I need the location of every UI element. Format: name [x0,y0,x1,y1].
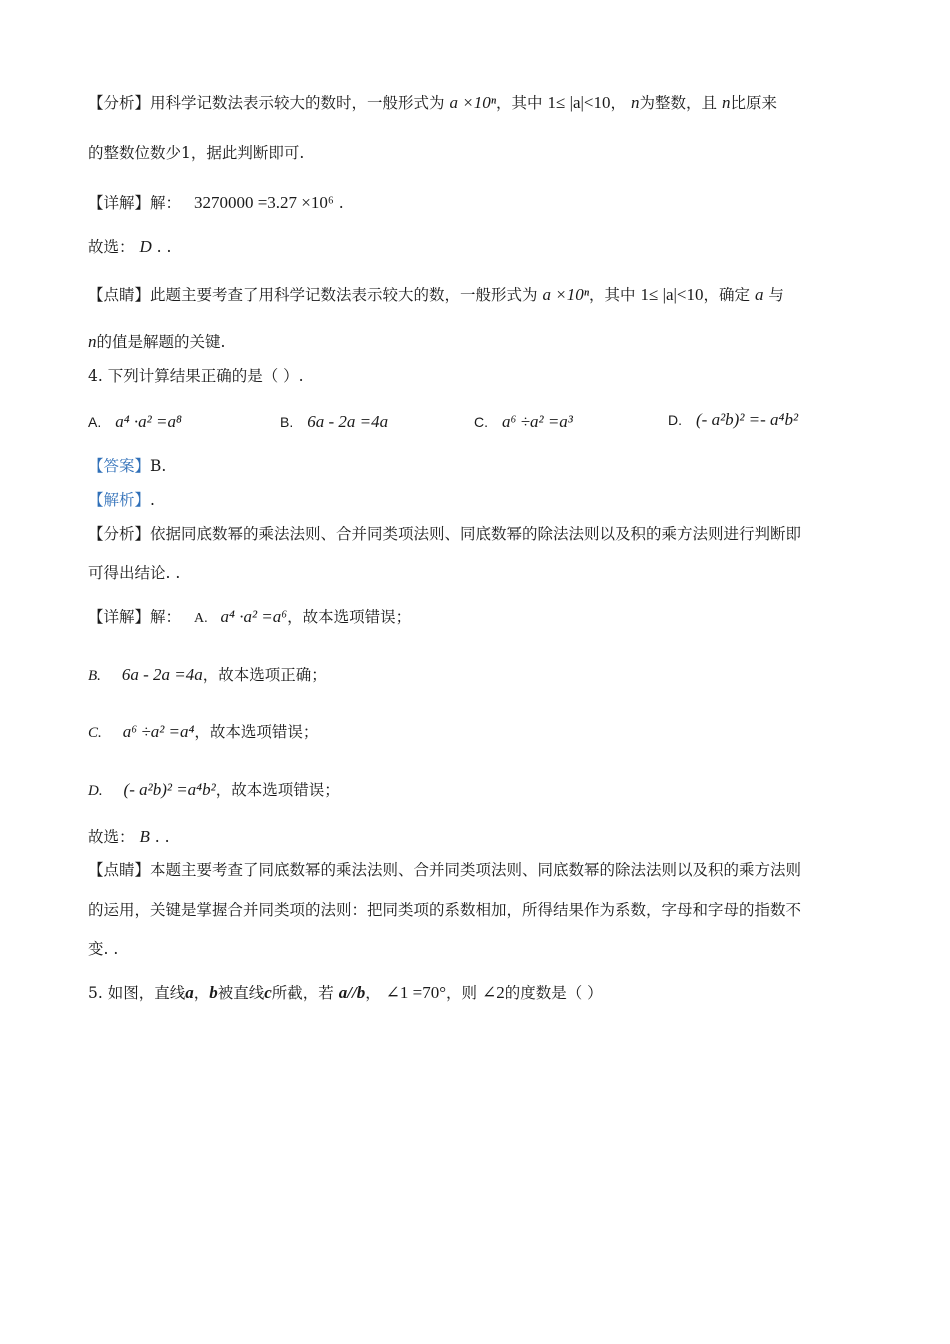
question-text: ， [193,984,210,1002]
formula: n [721,93,731,112]
formula: 6a - 2a =4a [307,412,389,431]
detail-label: 【详解】 [88,608,151,626]
detail-text: 解： [150,608,182,626]
detail-option-label: A. [193,611,208,626]
analysis-label: 【分析】 [88,525,151,543]
option-label: B. [280,414,294,430]
q4-choice-line [88,826,868,848]
q4-option-b [280,411,388,433]
formula: a⁶ ÷a² =a³ [502,412,573,431]
formula: a//b [338,983,366,1002]
detail-label: 【详解】 [88,194,151,212]
answer-value: B. [150,457,167,475]
option-label: D. [668,412,682,428]
review-text: 此题主要考查了用科学记数法表示较大的数，一般形式为 [150,286,538,304]
q4-option-a [88,411,182,433]
variable: c [264,983,272,1002]
formula: 6a - 2a =4a [121,665,203,684]
q3-analysis-line-1 [88,92,868,114]
option-label: C. [474,414,488,430]
q4-analysis-line-1 [88,523,868,545]
q4-option-d [668,409,798,431]
formula: a ×10ⁿ [542,285,590,304]
review-label: 【点睛】 [88,286,151,304]
q4-review-line-3: 变. . [88,940,119,958]
review-text: 的值是解题的关键. [96,333,226,351]
detail-option-label: B. [88,668,101,684]
q3-review-line-2 [88,331,868,353]
q4-detail-line-b [88,664,868,687]
formula: a⁶ ÷a² =a⁴ [122,722,195,741]
q3-detail-line [88,192,868,214]
review-label: 【点睛】 [88,861,151,879]
explain-end: . [150,491,155,509]
q5-question [88,982,868,1004]
formula: (- a²b)² =a⁴b² [123,780,216,799]
q4-question: 4. 下列计算结果正确的是（ ）. [88,367,304,385]
choice-text: 故选： [88,238,135,256]
question-text: 的度数是（ ） [504,984,603,1002]
q3-analysis-line-2: 的整数位数少1，据此判断即可. [88,144,305,162]
option-label: A. [88,414,102,430]
formula: a⁴ ·a² =a⁶ [220,607,288,626]
choice-end: . . [156,238,172,256]
formula: a [754,285,764,304]
q3-review-line-1 [88,284,868,306]
variable: a [185,983,194,1002]
q4-option-c [474,411,573,433]
q4-detail-line-d [88,779,868,802]
detail-option-label: D. [88,783,103,799]
question-text: 所截，若 [271,984,334,1002]
detail-end: . [338,194,344,212]
review-text: ，其中 [589,286,636,304]
analysis-text: 比原来 [730,94,777,112]
formula: a ×10ⁿ [449,93,497,112]
analysis-text: ， [610,94,627,112]
detail-comment: ，故本选项正确； [202,666,327,684]
detail-comment: ，故本选项错误； [194,723,319,741]
formula: a⁴ ·a² =a⁸ [115,412,182,431]
formula: 1≤ |a|<10 [640,285,704,304]
formula: ∠2 [482,983,505,1002]
q4-review-line-2: 的运用，关键是掌握合并同类项的法则：把同类项的系数相加，所得结果作为系数，字母和字母的指数不 [88,901,802,919]
detail-option-label: C. [88,725,102,741]
review-text: 与 [768,286,784,304]
analysis-text: 用科学记数法表示较大的数时，一般形式为 [150,94,445,112]
review-text: ，确定 [703,286,751,304]
choice-text: 故选： [88,828,135,846]
q4-answer-line [88,455,868,477]
formula: D [139,237,152,256]
answer-label: 【答案】 [88,457,151,475]
q4-explain-line [88,489,868,511]
formula: ∠1 =70° [385,983,447,1002]
q4-detail-line-c [88,721,868,744]
formula: n [88,332,97,351]
question-text: 被直线 [217,984,265,1002]
review-text: 本题主要考查了同底数幂的乘法法则、合并同类项法则、同底数幂的除法法则以及积的乘方法则 [150,861,802,879]
question-text: 5. 如图，直线 [88,984,186,1002]
formula: n [630,93,640,112]
detail-comment: ，故本选项错误； [215,781,340,799]
q3-choice-line [88,236,868,258]
formula: 3270000 =3.27 ×10⁶ [193,193,334,212]
q4-review-line-1 [88,859,868,881]
choice-end: . . [154,828,170,846]
detail-comment: ，故本选项错误； [287,608,412,626]
detail-text: 解： [150,194,182,212]
analysis-text: ，其中 [496,94,543,112]
formula: (- a²b)² =- a⁴b² [696,410,799,429]
formula: 1≤ |a|<10 [547,93,611,112]
question-text: ， [365,984,381,1002]
explain-label: 【解析】 [88,491,151,509]
variable: b [209,983,218,1002]
formula: B [139,827,150,846]
analysis-text: 为整数，且 [639,94,717,112]
q4-detail-line-a [88,606,868,630]
question-text: ，则 [446,984,478,1002]
q4-analysis-line-2: 可得出结论. . [88,564,181,582]
analysis-text: 依据同底数幂的乘法法则、合并同类项法则、同底数幂的除法法则以及积的乘方法则进行判断即 [150,525,802,543]
analysis-label: 【分析】 [88,94,151,112]
